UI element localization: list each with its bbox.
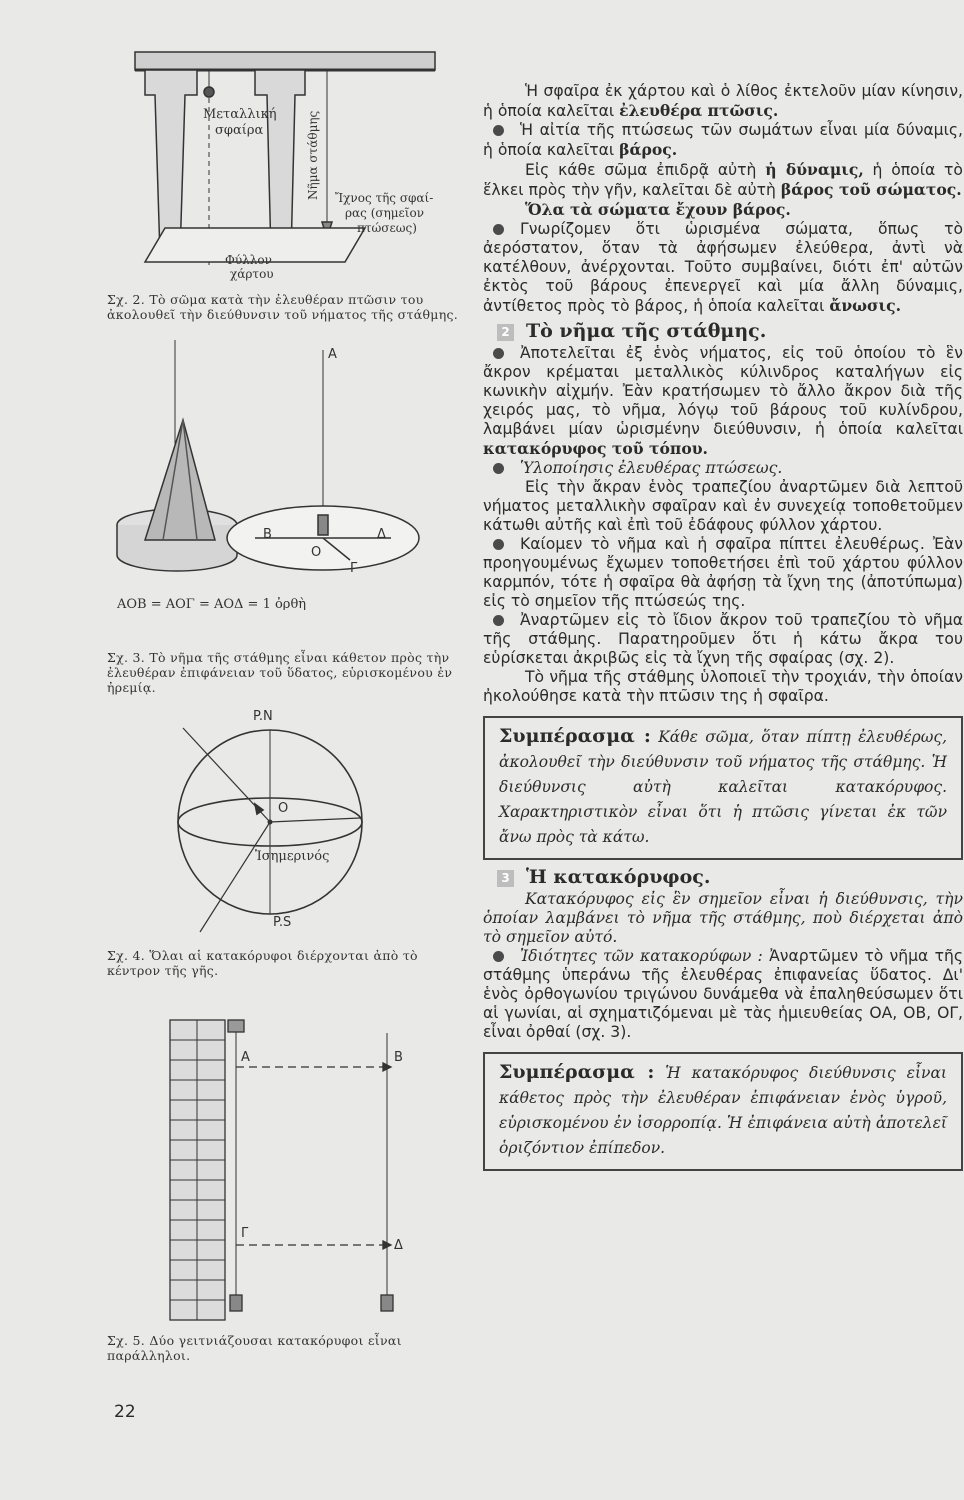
bullet-icon bbox=[493, 615, 504, 626]
paragraph-experiment-setup: Εἰς τὴν ἄκραν ἑνὸς τραπεζίου ἀναρτῶμεν διὰ λεπτοῦ νήματος μεταλλικὴν σφαῖραν καὶ ἐν συνεχείᾳ τοποθετοῦμεν κάτωθι αὐτῆς καὶ ἐπὶ τοῦ ἐδάφους φύλλον χάρτου. bbox=[483, 478, 963, 534]
paragraph-experiment-burn: Καίομεν τὸ νῆμα καὶ ἡ σφαῖρα πίπτει ἐλευθέρως. Ἐὰν προηγουμένως ἔχωμεν τοποθετήσει ἐπὶ τοῦ χάρτου φύλλον καρμπόν, τότε ἡ σφαῖρα θὰ ἀφήσῃ τὰ ἴχνη της (ἀποτύπωμα) εἰς τὸ σημεῖον τῆς πτώσεώς της. bbox=[483, 535, 963, 610]
paragraph-free-fall: Ἡ σφαῖρα ἐκ χάρτου καὶ ὁ λίθος ἐκτελοῦν μίαν κίνησιν, ἡ ὁποία καλεῖται ἐλευθέρα πτῶσις. bbox=[483, 82, 963, 120]
figure-2 bbox=[105, 40, 465, 290]
fig3-label-g: Γ bbox=[350, 561, 358, 576]
fig5-label-g: Γ bbox=[241, 1226, 249, 1241]
conclusion-box-1: Συμπέρασμα : Κάθε σῶμα, ὅταν πίπτῃ ἐλευθέρως, ἀκολουθεῖ τὴν διεύθυνσιν τοῦ νήματος τῆς στάθμης. Ἡ διεύθυνσις αὐτὴ καλεῖται κατακόρυφος. Χαρακτηριστικὸν εἶναι ὅτι ἡ πτῶσις γίνεται ἐκ τῶν ἄνω πρὸς τὰ κάτω. bbox=[483, 716, 963, 860]
figure-4 bbox=[105, 700, 465, 940]
text-column bbox=[483, 82, 963, 1179]
bullet-icon bbox=[493, 951, 504, 962]
section-number-box: 2 bbox=[497, 324, 514, 341]
bullet-icon bbox=[493, 539, 504, 550]
fig4-label-pn: P.N bbox=[253, 709, 273, 724]
fig5-label-d: Δ bbox=[394, 1238, 403, 1253]
term-buoyancy: ἄνωσις. bbox=[829, 296, 901, 315]
figure-5 bbox=[105, 1015, 465, 1325]
fig3-label-o: Ο bbox=[311, 545, 322, 560]
paragraph-experiment-plumb: Ἀναρτῶμεν εἰς τὸ ἴδιον ἄκρον τοῦ τραπεζίου τὸ νῆμα τῆς στάθμης. Παρατηροῦμεν ὅτι ἡ κάτω ἄκρα του εὑρίσκεται ἀκριβῶς εἰς τὰ ἴχνη τῆς σφαίρας (σχ. 2). bbox=[483, 611, 963, 667]
paragraph-vertical-properties: Ἰδιότητες τῶν κατακορύφων : Ἀναρτῶμεν τὸ νῆμα τῆς στάθμης ὑπεράνω τῆς ἐλευθέρας ἐπιφανείας ὕδατος. Δι' ἑνὸς ὀρθογωνίου τριγώνου δυνάμεθα νὰ ἐπαληθεύσωμεν ὅτι αἱ γωνίαι, αἱ σχηματιζόμεναι μὲ τὰς ἡμιευθείας ΟΑ, ΟΒ, ΟΓ, εἶναι ὀρθαί (σχ. 3). bbox=[483, 947, 963, 1041]
paper-label-1: Φύλλον bbox=[225, 253, 272, 267]
string-label: Νῆμα στάθμης bbox=[306, 110, 320, 200]
metal-ball-label-1: Μεταλλική bbox=[203, 107, 277, 122]
figure-3 bbox=[105, 340, 465, 610]
metal-ball-label-2: σφαίρα bbox=[215, 123, 264, 138]
paragraph-all-bodies: Ὅλα τὰ σώματα ἔχουν βάρος. bbox=[525, 200, 791, 219]
bullet-icon bbox=[493, 224, 504, 235]
term-vertical: κατακόρυφος τοῦ τόπου. bbox=[483, 439, 708, 458]
fig3-label-b: Β bbox=[263, 527, 272, 542]
paragraph-weight-cause: Ἡ αἰτία τῆς πτώσεως τῶν σωμάτων εἶναι μία δύναμις, ἡ ὁποία καλεῖται βάρος. bbox=[483, 121, 963, 159]
fig5-label-a: A bbox=[241, 1050, 250, 1065]
trace-label-1: Ἴχνος τῆς σφαί- bbox=[335, 191, 434, 205]
fig4-label-ps: P.S bbox=[273, 915, 292, 930]
paragraph-plumb-description: Ἀποτελεῖται ἐξ ἑνὸς νήματος, εἰς τοῦ ὁποίου τὸ ἓν ἄκρον κρέμαται μεταλλικὸς κύλινδρος καταλήγων εἰς κωνικὴν αἰχμήν. Ἐὰν κρατήσωμεν τὸ ἄλλο ἄκρον διὰ τῆς χειρός μας, τὸ νῆμα, λόγῳ τοῦ βάρους τοῦ κυλίνδρου, λαμβάνει μίαν ὡρισμένην διεύθυνσιν, ἡ ὁποία καλεῖται κατακόρυφος τοῦ τόπου. bbox=[483, 344, 963, 458]
figure-5-caption: Σχ. 5. Δύο γειτνιάζουσαι κατακόρυφοι εἶναι παράλληλοι. bbox=[107, 1333, 402, 1363]
bullet-icon bbox=[493, 125, 504, 136]
trace-label-2: ρας (σημεῖον bbox=[345, 206, 424, 220]
paragraph-vertical-definition: Κατακόρυφος εἰς ἓν σημεῖον εἶναι ἡ διεύθυνσις, τὴν ὁποίαν λαμβάνει τὸ νῆμα τῆς στάθμης, ποὺ διέρχεται ἀπὸ τὸ σημεῖον αὐτό. bbox=[483, 890, 963, 946]
conclusion-title: Συμπέρασμα : bbox=[499, 1061, 655, 1083]
paragraph-experiment-title: Ὑλοποίησις ἐλευθέρας πτώσεως. bbox=[483, 459, 963, 478]
paper-label-2: χάρτου bbox=[230, 267, 274, 281]
fig3-label-d: Δ bbox=[377, 527, 386, 542]
term-weight: βάρος. bbox=[619, 140, 678, 159]
term-free-fall: ἐλευθέρα πτῶσις. bbox=[619, 101, 779, 120]
figure-3-caption: Σχ. 3. Τὸ νῆμα τῆς στάθμης εἶναι κάθετον πρὸς τὴν ἐλευθέραν ἐπιφάνειαν τοῦ ὕδατος, εὑρισκομένου ἐν ἠρεμίᾳ. bbox=[107, 650, 453, 695]
paragraph-weight-definition: Εἰς κάθε σῶμα ἐπιδρᾷ αὐτὴ ἡ δύναμις, ἡ ὁποία τὸ ἕλκει πρὸς τὴν γῆν, καλεῖται δὲ αὐτὴ βάρος τοῦ σώματος. bbox=[483, 160, 963, 199]
fig3-formula: ΑΟΒ = ΑΟΓ = ΑΟΔ = 1 ὀρθὴ bbox=[117, 597, 307, 610]
conclusion-title: Συμπέρασμα : bbox=[499, 725, 651, 747]
fig4-label-o: O bbox=[278, 801, 289, 816]
bullet-icon bbox=[493, 348, 504, 359]
paragraph-buoyancy: Γνωρίζομεν ὅτι ὡρισμένα σώματα, ὅπως τὸ ἀερόστατον, ὅταν τὰ ἀφήσωμεν ἐλεύθερα, ἀντὶ νὰ κατέλθουν, ἀνέρχονται. Τοῦτο συμβαίνει, διότι ἐπ' αὐτῶν ἐκτὸς τοῦ βάρους ἐπενεργεῖ καὶ μία ἄλλη δύναμις, ἀντίθετος πρὸς τὸ βάρος, ἡ ὁποία καλεῖται ἄνωσις. bbox=[483, 220, 963, 315]
page-number: 22 bbox=[114, 1402, 136, 1422]
paragraph-trajectory: Τὸ νῆμα τῆς στάθμης ὑλοποιεῖ τὴν τροχιάν, τὴν ὁποίαν ἠκολούθησε κατὰ τὴν πτῶσιν της ἡ σφαῖρα. bbox=[483, 668, 963, 705]
section-heading-vertical: 3 Ἡ κατακόρυφος. bbox=[483, 868, 963, 887]
trace-label-3: πτώσεως) bbox=[357, 221, 417, 235]
figure-4-caption: Σχ. 4. Ὅλαι αἱ κατακόρυφοι διέρχονται ἀπὸ τὸ κέντρον τῆς γῆς. bbox=[107, 948, 418, 978]
fig3-label-a: Α bbox=[328, 347, 337, 362]
conclusion-box-2: Συμπέρασμα : Ἡ κατακόρυφος διεύθυνσις εἶναι κάθετος πρὸς τὴν ἐλευθέραν ἐπιφάνειαν ἑνὸς ὑγροῦ, εὑρισκομένου ἐν ἰσορροπίᾳ. Ἡ ἐπιφάνεια αὐτὴ ἀποτελεῖ ὁριζόντιον ἐπίπεδον. bbox=[483, 1052, 963, 1171]
section-number-box: 3 bbox=[497, 870, 514, 887]
fig5-label-b: B bbox=[394, 1050, 403, 1065]
fig4-label-equator: Ἰσημερινός bbox=[255, 849, 330, 864]
bullet-icon bbox=[493, 463, 504, 474]
figure-2-caption: Σχ. 2. Τὸ σῶμα κατὰ τὴν ἐλευθέραν πτῶσιν του ἀκολουθεῖ τὴν διεύθυνσιν τοῦ νήματος τῆς στάθμης. bbox=[107, 292, 459, 322]
section-heading-plumb-line: 2 Τὸ νῆμα τῆς στάθμης. bbox=[483, 322, 963, 341]
